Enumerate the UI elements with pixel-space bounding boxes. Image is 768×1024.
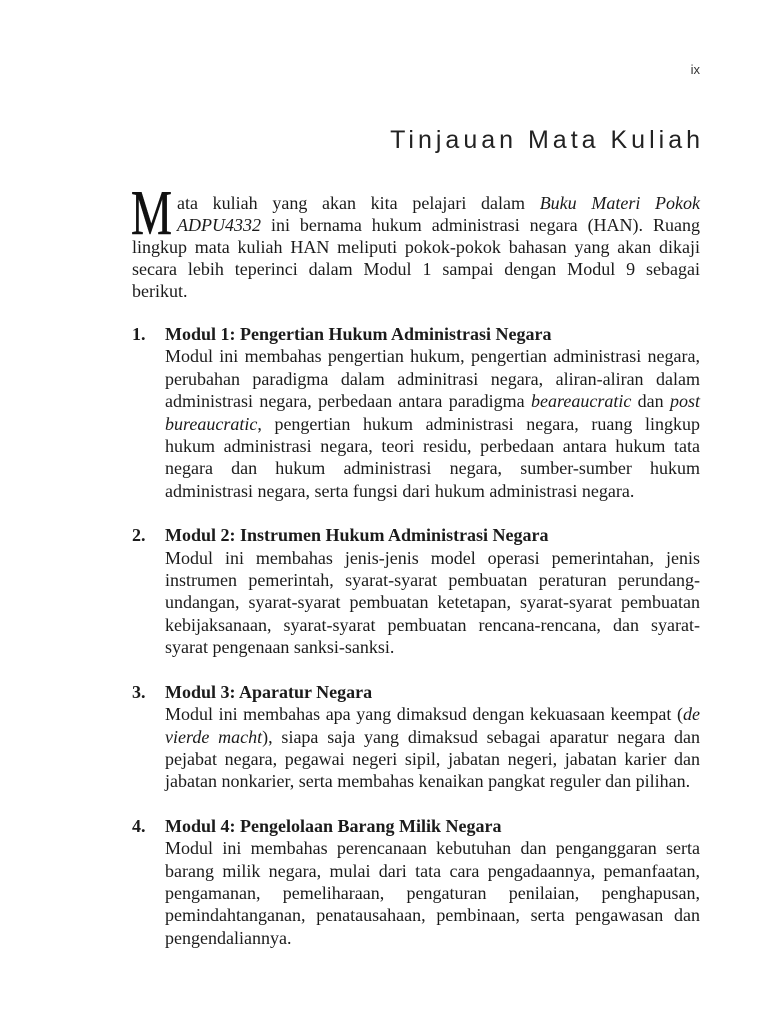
text-line: [165, 748, 700, 770]
text-line: [132, 192, 700, 214]
intro-paragraph: [132, 192, 700, 302]
module-heading: Modul 4: Pengelolaan Barang Milik Negara: [165, 815, 502, 836]
module-description: [165, 703, 700, 793]
text-segment: secara lebih teperinci dalam Modul 1 sampai dengan Modul 9 sebagai: [132, 259, 700, 279]
italic-text: vierde macht: [165, 726, 263, 747]
page-title: Tinjauan Mata Kuliah: [390, 126, 704, 154]
text-segment: jabatan nonkarier, serta membahas kenaikan pangkat reguler dan pilihan.: [165, 771, 691, 792]
text-segment: administrasi negara, serta fungsi dari hukum administrasi negara.: [165, 480, 635, 501]
module-number: 4.: [132, 815, 146, 836]
text-line: [165, 636, 700, 658]
text-segment: pemindahtanganan, penatausahaan, pembinaan, serta pengawasan dan: [165, 905, 700, 926]
text-segment: ), siapa saja yang dimaksud sebagai aparatur negara dan: [262, 726, 700, 747]
text-segment: pengendaliannya.: [165, 927, 292, 948]
module-description: [165, 837, 700, 949]
text-segment: lingkup mata kuliah HAN meliputi pokok-pokok bahasan yang akan dikaji: [132, 237, 700, 257]
text-segment: ini bernama hukum administrasi negara (HAN). Ruang: [261, 215, 700, 235]
text-segment: berikut.: [132, 281, 188, 301]
text-segment: Modul ini membahas jenis-jenis model operasi pemerintahan, jenis: [165, 547, 700, 568]
text-line: [165, 927, 700, 949]
italic-text: de: [683, 704, 700, 725]
module-section: [132, 524, 700, 658]
italic-text: Buku Materi Pokok: [539, 193, 701, 213]
text-line: [165, 435, 700, 457]
module-number: 1.: [132, 324, 146, 344]
text-segment: dan: [631, 391, 670, 412]
text-segment: syarat pengenaan sanksi-sanksi.: [165, 637, 395, 658]
text-line: [165, 614, 700, 636]
text-line: [165, 480, 700, 502]
text-line: [132, 258, 700, 280]
text-line: [165, 368, 700, 390]
italic-text: beareaucratic: [531, 391, 632, 412]
text-segment: undangan, syarat-syarat pembuatan ketetapan, syarat-syarat pembuatan: [165, 592, 700, 613]
text-line: [165, 837, 700, 859]
text-segment: ata kuliah yang akan kita pelajari dalam: [177, 193, 540, 213]
italic-text: post: [670, 391, 701, 412]
text-segment: Modul ini membahas pengertian hukum, pengertian administrasi negara,: [165, 346, 700, 367]
text-line: [165, 904, 700, 926]
module-section: [132, 681, 700, 793]
text-line: [132, 214, 700, 236]
module-section: [132, 815, 700, 949]
text-line: [165, 547, 700, 569]
italic-text: ADPU4332: [177, 215, 261, 235]
drop-cap: M: [131, 177, 172, 248]
text-line: [165, 703, 700, 725]
text-line: [165, 770, 700, 792]
text-segment: perubahan paradigma dalam adminitrasi negara, aliran-aliran dalam: [165, 368, 700, 389]
text-segment: barang milik negara, mulai dari tata cara pengadaannya, pemanfaatan,: [165, 860, 700, 881]
text-segment: kebijaksanaan, syarat-syarat pembuatan rencana-rencana, dan syarat-: [165, 614, 700, 635]
text-segment: pengamanan, pemeliharaan, pengaturan penilaian, penghapusan,: [165, 882, 700, 903]
text-segment: hukum administrasi negara, teori residu, perbedaan antara hukum tata: [165, 436, 700, 457]
module-description: [165, 345, 700, 502]
text-segment: pejabat negara, pegawai negeri sipil, jabatan negeri, jabatan karier dan: [165, 748, 700, 769]
text-segment: instrumen pemerintah, syarat-syarat pembuatan peraturan perundang-: [165, 570, 700, 591]
module-list: [132, 323, 700, 949]
module-heading: Modul 1: Pengertian Hukum Administrasi Negara: [165, 324, 552, 344]
text-segment: Modul ini membahas apa yang dimaksud dengan kekuasaan keempat (: [165, 704, 683, 725]
text-line: [165, 882, 700, 904]
module-heading: Modul 3: Aparatur Negara: [165, 681, 373, 702]
text-line: [165, 591, 700, 613]
text-line: [165, 413, 700, 435]
module-heading: Modul 2: Instrumen Hukum Administrasi Negara: [165, 525, 549, 546]
text-line: [165, 390, 700, 412]
text-segment: administrasi negara, perbedaan antara paradigma: [165, 391, 532, 412]
text-line: [132, 280, 700, 302]
italic-text: bureaucratic: [165, 413, 258, 434]
text-segment: negara dan hukum administrasi negara, sumber-sumber hukum: [165, 458, 700, 479]
page-number: ix: [690, 62, 700, 77]
text-line: [165, 860, 700, 882]
text-segment: , pengertian hukum administrasi negara, ruang lingkup: [257, 413, 700, 434]
text-segment: Modul ini membahas perencanaan kebutuhan dan penganggaran serta: [165, 838, 700, 859]
text-line: [165, 726, 700, 748]
module-number: 3.: [132, 681, 146, 702]
module-description: [165, 547, 700, 659]
module-number: 2.: [132, 525, 146, 546]
text-line: [132, 236, 700, 258]
text-line: [165, 457, 700, 479]
text-line: [165, 345, 700, 367]
module-section: [132, 323, 700, 502]
text-line: [165, 569, 700, 591]
